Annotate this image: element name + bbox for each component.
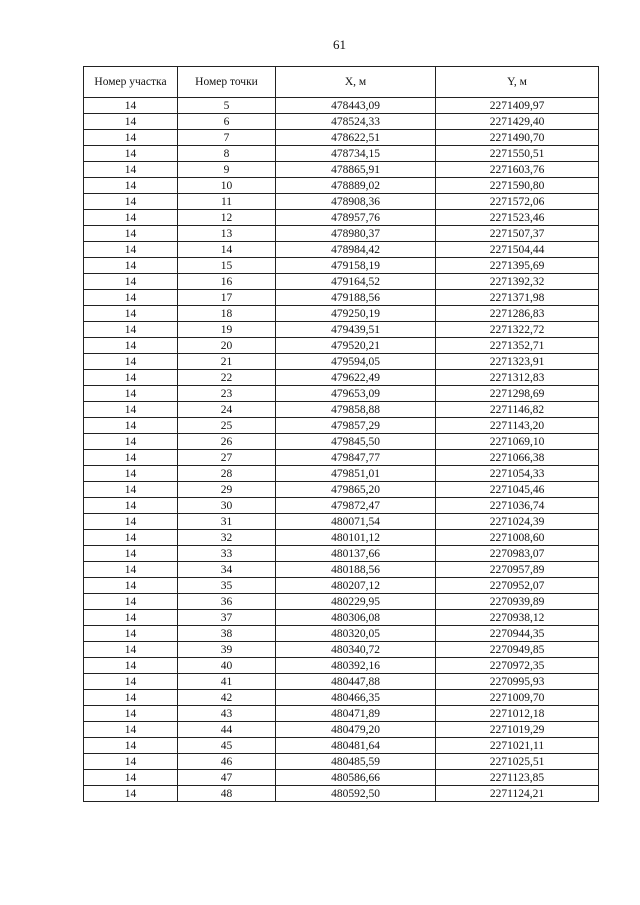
- cell-point-number: 5: [178, 98, 276, 114]
- cell-x-coordinate: 480071,54: [276, 514, 436, 530]
- cell-point-number: 28: [178, 466, 276, 482]
- cell-x-coordinate: 480592,50: [276, 786, 436, 802]
- cell-y-coordinate: 2271352,71: [436, 338, 599, 354]
- cell-y-coordinate: 2270939,89: [436, 594, 599, 610]
- cell-plot-number: 14: [84, 194, 178, 210]
- cell-y-coordinate: 2271024,39: [436, 514, 599, 530]
- cell-point-number: 37: [178, 610, 276, 626]
- cell-x-coordinate: 478734,15: [276, 146, 436, 162]
- cell-x-coordinate: 480481,64: [276, 738, 436, 754]
- table-row: [84, 354, 599, 370]
- cell-plot-number: 14: [84, 386, 178, 402]
- cell-x-coordinate: 479164,52: [276, 274, 436, 290]
- cell-y-coordinate: 2270957,89: [436, 562, 599, 578]
- cell-plot-number: 14: [84, 626, 178, 642]
- cell-x-coordinate: 478865,91: [276, 162, 436, 178]
- cell-x-coordinate: 479865,20: [276, 482, 436, 498]
- table-row: [84, 418, 599, 434]
- cell-x-coordinate: 479872,47: [276, 498, 436, 514]
- cell-y-coordinate: 2271054,33: [436, 466, 599, 482]
- table-row: [84, 770, 599, 786]
- cell-point-number: 21: [178, 354, 276, 370]
- cell-plot-number: 14: [84, 562, 178, 578]
- cell-x-coordinate: 478622,51: [276, 130, 436, 146]
- cell-y-coordinate: 2271069,10: [436, 434, 599, 450]
- cell-point-number: 29: [178, 482, 276, 498]
- table-row: [84, 610, 599, 626]
- cell-y-coordinate: 2271146,82: [436, 402, 599, 418]
- table-row: [84, 386, 599, 402]
- cell-plot-number: 14: [84, 770, 178, 786]
- table-row: [84, 98, 599, 114]
- table-row: [84, 482, 599, 498]
- cell-y-coordinate: 2271019,29: [436, 722, 599, 738]
- cell-x-coordinate: 478524,33: [276, 114, 436, 130]
- table-row: [84, 130, 599, 146]
- cell-x-coordinate: 480320,05: [276, 626, 436, 642]
- cell-point-number: 8: [178, 146, 276, 162]
- table-row: [84, 290, 599, 306]
- cell-point-number: 34: [178, 562, 276, 578]
- cell-plot-number: 14: [84, 434, 178, 450]
- table-row: [84, 754, 599, 770]
- cell-y-coordinate: 2270944,35: [436, 626, 599, 642]
- cell-plot-number: 14: [84, 578, 178, 594]
- table-row: [84, 402, 599, 418]
- cell-plot-number: 14: [84, 754, 178, 770]
- cell-plot-number: 14: [84, 466, 178, 482]
- cell-y-coordinate: 2271012,18: [436, 706, 599, 722]
- cell-plot-number: 14: [84, 306, 178, 322]
- cell-y-coordinate: 2271045,46: [436, 482, 599, 498]
- cell-y-coordinate: 2270949,85: [436, 642, 599, 658]
- cell-plot-number: 14: [84, 658, 178, 674]
- cell-plot-number: 14: [84, 114, 178, 130]
- cell-plot-number: 14: [84, 290, 178, 306]
- table-row: [84, 594, 599, 610]
- cell-y-coordinate: 2270983,07: [436, 546, 599, 562]
- cell-point-number: 24: [178, 402, 276, 418]
- cell-plot-number: 14: [84, 178, 178, 194]
- cell-x-coordinate: 479851,01: [276, 466, 436, 482]
- cell-y-coordinate: 2270972,35: [436, 658, 599, 674]
- cell-x-coordinate: 478908,36: [276, 194, 436, 210]
- cell-plot-number: 14: [84, 370, 178, 386]
- cell-y-coordinate: 2271009,70: [436, 690, 599, 706]
- table-row: [84, 722, 599, 738]
- cell-plot-number: 14: [84, 674, 178, 690]
- cell-plot-number: 14: [84, 722, 178, 738]
- cell-x-coordinate: 479250,19: [276, 306, 436, 322]
- cell-x-coordinate: 480340,72: [276, 642, 436, 658]
- cell-point-number: 9: [178, 162, 276, 178]
- cell-point-number: 7: [178, 130, 276, 146]
- cell-point-number: 46: [178, 754, 276, 770]
- table-row: [84, 114, 599, 130]
- cell-y-coordinate: 2271008,60: [436, 530, 599, 546]
- header-plot-number: Номер участка: [84, 67, 178, 98]
- table-row: [84, 274, 599, 290]
- cell-plot-number: 14: [84, 162, 178, 178]
- cell-x-coordinate: 480479,20: [276, 722, 436, 738]
- cell-x-coordinate: 480101,12: [276, 530, 436, 546]
- cell-y-coordinate: 2271395,69: [436, 258, 599, 274]
- cell-point-number: 18: [178, 306, 276, 322]
- coordinates-table: [83, 66, 599, 802]
- cell-plot-number: 14: [84, 354, 178, 370]
- cell-x-coordinate: 480207,12: [276, 578, 436, 594]
- cell-point-number: 6: [178, 114, 276, 130]
- cell-plot-number: 14: [84, 98, 178, 114]
- header-y-coordinate: Y, м: [436, 67, 599, 98]
- cell-plot-number: 14: [84, 738, 178, 754]
- cell-y-coordinate: 2271504,44: [436, 242, 599, 258]
- cell-y-coordinate: 2271392,32: [436, 274, 599, 290]
- header-x-coordinate: X, м: [276, 67, 436, 98]
- cell-x-coordinate: 480137,66: [276, 546, 436, 562]
- table-row: [84, 706, 599, 722]
- cell-y-coordinate: 2270952,07: [436, 578, 599, 594]
- cell-plot-number: 14: [84, 210, 178, 226]
- cell-point-number: 47: [178, 770, 276, 786]
- cell-point-number: 38: [178, 626, 276, 642]
- cell-point-number: 12: [178, 210, 276, 226]
- cell-y-coordinate: 2271572,06: [436, 194, 599, 210]
- cell-x-coordinate: 479594,05: [276, 354, 436, 370]
- cell-x-coordinate: 480392,16: [276, 658, 436, 674]
- cell-x-coordinate: 480586,66: [276, 770, 436, 786]
- cell-x-coordinate: 480229,95: [276, 594, 436, 610]
- cell-plot-number: 14: [84, 482, 178, 498]
- cell-x-coordinate: 478443,09: [276, 98, 436, 114]
- cell-point-number: 25: [178, 418, 276, 434]
- cell-plot-number: 14: [84, 786, 178, 802]
- cell-y-coordinate: 2271312,83: [436, 370, 599, 386]
- cell-y-coordinate: 2271409,97: [436, 98, 599, 114]
- cell-y-coordinate: 2271066,38: [436, 450, 599, 466]
- cell-point-number: 15: [178, 258, 276, 274]
- table-row: [84, 242, 599, 258]
- cell-point-number: 41: [178, 674, 276, 690]
- table-row: [84, 306, 599, 322]
- table-row: [84, 466, 599, 482]
- table-row: [84, 322, 599, 338]
- cell-point-number: 31: [178, 514, 276, 530]
- table-row: [84, 786, 599, 802]
- cell-point-number: 45: [178, 738, 276, 754]
- cell-plot-number: 14: [84, 706, 178, 722]
- cell-point-number: 35: [178, 578, 276, 594]
- cell-point-number: 11: [178, 194, 276, 210]
- table-row: [84, 498, 599, 514]
- table-row: [84, 338, 599, 354]
- cell-x-coordinate: 480188,56: [276, 562, 436, 578]
- cell-plot-number: 14: [84, 690, 178, 706]
- table-row: [84, 434, 599, 450]
- cell-plot-number: 14: [84, 402, 178, 418]
- cell-plot-number: 14: [84, 498, 178, 514]
- cell-point-number: 23: [178, 386, 276, 402]
- cell-point-number: 48: [178, 786, 276, 802]
- table-row: [84, 450, 599, 466]
- table-row: [84, 738, 599, 754]
- cell-x-coordinate: 480471,89: [276, 706, 436, 722]
- table-body: [84, 98, 599, 802]
- cell-x-coordinate: 479439,51: [276, 322, 436, 338]
- cell-y-coordinate: 2271523,46: [436, 210, 599, 226]
- cell-y-coordinate: 2271298,69: [436, 386, 599, 402]
- cell-x-coordinate: 478957,76: [276, 210, 436, 226]
- cell-x-coordinate: 480485,59: [276, 754, 436, 770]
- cell-plot-number: 14: [84, 242, 178, 258]
- cell-plot-number: 14: [84, 450, 178, 466]
- table-row: [84, 258, 599, 274]
- table-header-row: [84, 67, 599, 98]
- cell-y-coordinate: 2271124,21: [436, 786, 599, 802]
- cell-x-coordinate: 479520,21: [276, 338, 436, 354]
- cell-point-number: 40: [178, 658, 276, 674]
- cell-plot-number: 14: [84, 594, 178, 610]
- cell-plot-number: 14: [84, 226, 178, 242]
- table-row: [84, 178, 599, 194]
- cell-point-number: 14: [178, 242, 276, 258]
- cell-point-number: 27: [178, 450, 276, 466]
- cell-point-number: 36: [178, 594, 276, 610]
- table-row: [84, 226, 599, 242]
- cell-y-coordinate: 2271286,83: [436, 306, 599, 322]
- cell-point-number: 10: [178, 178, 276, 194]
- cell-y-coordinate: 2271371,98: [436, 290, 599, 306]
- cell-plot-number: 14: [84, 274, 178, 290]
- table-row: [84, 162, 599, 178]
- table-row: [84, 578, 599, 594]
- cell-y-coordinate: 2271490,70: [436, 130, 599, 146]
- cell-point-number: 33: [178, 546, 276, 562]
- cell-plot-number: 14: [84, 418, 178, 434]
- cell-point-number: 39: [178, 642, 276, 658]
- cell-y-coordinate: 2271322,72: [436, 322, 599, 338]
- cell-y-coordinate: 2271590,80: [436, 178, 599, 194]
- cell-plot-number: 14: [84, 258, 178, 274]
- table-row: [84, 658, 599, 674]
- cell-y-coordinate: 2271036,74: [436, 498, 599, 514]
- cell-y-coordinate: 2270995,93: [436, 674, 599, 690]
- cell-point-number: 22: [178, 370, 276, 386]
- cell-point-number: 19: [178, 322, 276, 338]
- cell-y-coordinate: 2271123,85: [436, 770, 599, 786]
- table-row: [84, 514, 599, 530]
- cell-plot-number: 14: [84, 546, 178, 562]
- cell-x-coordinate: 479857,29: [276, 418, 436, 434]
- cell-x-coordinate: 479847,77: [276, 450, 436, 466]
- table-row: [84, 146, 599, 162]
- cell-x-coordinate: 479858,88: [276, 402, 436, 418]
- cell-point-number: 43: [178, 706, 276, 722]
- table-row: [84, 562, 599, 578]
- table-row: [84, 546, 599, 562]
- cell-y-coordinate: 2271025,51: [436, 754, 599, 770]
- cell-point-number: 16: [178, 274, 276, 290]
- cell-point-number: 17: [178, 290, 276, 306]
- cell-point-number: 32: [178, 530, 276, 546]
- header-point-number: Номер точки: [178, 67, 276, 98]
- cell-x-coordinate: 480306,08: [276, 610, 436, 626]
- cell-point-number: 20: [178, 338, 276, 354]
- table-row: [84, 210, 599, 226]
- cell-x-coordinate: 478984,42: [276, 242, 436, 258]
- cell-x-coordinate: 480447,88: [276, 674, 436, 690]
- cell-y-coordinate: 2271550,51: [436, 146, 599, 162]
- cell-plot-number: 14: [84, 322, 178, 338]
- cell-y-coordinate: 2271021,11: [436, 738, 599, 754]
- cell-plot-number: 14: [84, 338, 178, 354]
- cell-x-coordinate: 480466,35: [276, 690, 436, 706]
- cell-y-coordinate: 2271323,91: [436, 354, 599, 370]
- cell-plot-number: 14: [84, 130, 178, 146]
- table-row: [84, 370, 599, 386]
- page-number: 61: [333, 37, 346, 52]
- cell-point-number: 13: [178, 226, 276, 242]
- cell-x-coordinate: 479845,50: [276, 434, 436, 450]
- cell-plot-number: 14: [84, 610, 178, 626]
- cell-y-coordinate: 2271603,76: [436, 162, 599, 178]
- cell-point-number: 30: [178, 498, 276, 514]
- cell-y-coordinate: 2271429,40: [436, 114, 599, 130]
- table-row: [84, 530, 599, 546]
- table-row: [84, 642, 599, 658]
- cell-x-coordinate: 479622,49: [276, 370, 436, 386]
- cell-y-coordinate: 2270938,12: [436, 610, 599, 626]
- cell-plot-number: 14: [84, 530, 178, 546]
- cell-plot-number: 14: [84, 146, 178, 162]
- table-header: [84, 67, 599, 98]
- cell-plot-number: 14: [84, 642, 178, 658]
- table-row: [84, 626, 599, 642]
- cell-x-coordinate: 479158,19: [276, 258, 436, 274]
- cell-y-coordinate: 2271507,37: [436, 226, 599, 242]
- table-row: [84, 194, 599, 210]
- cell-y-coordinate: 2271143,20: [436, 418, 599, 434]
- cell-x-coordinate: 479653,09: [276, 386, 436, 402]
- table-row: [84, 690, 599, 706]
- cell-plot-number: 14: [84, 514, 178, 530]
- cell-point-number: 42: [178, 690, 276, 706]
- cell-x-coordinate: 479188,56: [276, 290, 436, 306]
- cell-x-coordinate: 478889,02: [276, 178, 436, 194]
- table-row: [84, 674, 599, 690]
- cell-point-number: 26: [178, 434, 276, 450]
- cell-point-number: 44: [178, 722, 276, 738]
- cell-x-coordinate: 478980,37: [276, 226, 436, 242]
